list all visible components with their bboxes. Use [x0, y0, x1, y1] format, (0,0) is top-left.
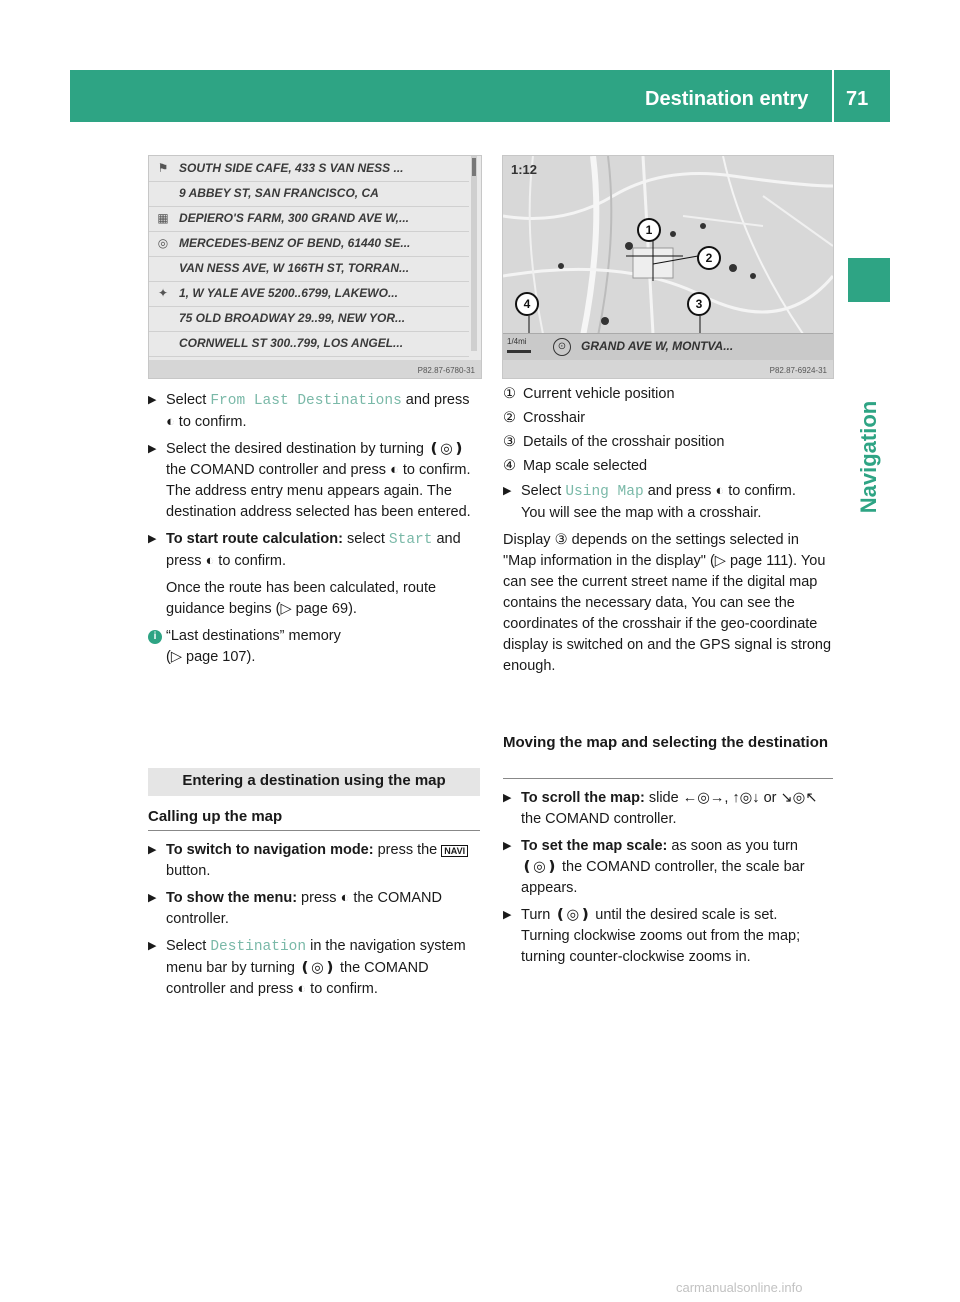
legend-item: ③ Details of the crosshair position [503, 434, 725, 450]
callout-2: 2 [697, 246, 721, 270]
list-item: 9 ABBEY ST, SAN FRANCISCO, CA [149, 181, 469, 207]
map-screenshot [502, 155, 834, 379]
subsection-title: Moving the map and selecting the destination [503, 734, 829, 751]
press-controller-icon: ◐ [715, 483, 725, 499]
menu-item-text: Using Map [565, 484, 644, 500]
target-icon: ◎ [157, 236, 169, 250]
instruction-step: ▶ To start route calculation: select Start and press ◐ to confirm. Once the route has been calculated, route guidance begins (▷ page 69). [148, 529, 482, 620]
step-note: Turning clockwise zooms out from the map; turning counter-clockwise zooms in. [521, 928, 801, 965]
instruction-step: ▶ Select From Last Destinations and press ◐ to confirm. [148, 392, 470, 430]
side-tab [848, 302, 890, 612]
footer-watermark: carmanualsonline.info [676, 1280, 803, 1295]
step-arrow-icon: ▶ [148, 940, 157, 952]
navi-key-icon: NAVI [441, 845, 468, 857]
map-street-name: GRAND AVE W, MONTVA... [581, 339, 734, 353]
turn-controller-icon: ❪◎❫ [427, 441, 465, 457]
right-column [503, 384, 833, 677]
list-item: ⚑ SOUTH SIDE CAFE, 433 S VAN NESS ... [149, 156, 469, 182]
page-number: 71 [846, 88, 869, 110]
page-title: Destination entry [645, 88, 809, 110]
info-icon: i [148, 630, 162, 644]
step-arrow-icon: ▶ [503, 792, 512, 804]
instruction-step: ▶ Select the desired destination by turning ❪◎❫ the COMAND controller and press ◐ to confirm. The address entry menu appears again. The destination address selected has been entered. [148, 439, 482, 523]
crosshair-icon: ✦ [157, 286, 169, 300]
instruction-step: ▶ To switch to navigation mode: press the NAVI button. [148, 840, 482, 882]
press-controller-icon: ◐ [390, 462, 399, 478]
menu-item-text: From Last Destinations [210, 393, 402, 409]
left-column-steps [148, 840, 482, 1006]
step-arrow-icon: ▶ [148, 892, 157, 904]
figure-reference: P82.87-6924-31 [769, 366, 827, 375]
figure-reference: P82.87-6780-31 [417, 366, 475, 375]
scale-bar [507, 350, 531, 353]
flag-icon: ⚑ [157, 161, 169, 175]
press-controller-icon: ◐ [205, 553, 215, 569]
list-item: ▦ DEPIERO'S FARM, 300 GRAND AVE W,... [149, 206, 469, 232]
step-arrow-icon: ▶ [503, 909, 512, 921]
scrollbar [471, 156, 477, 351]
step-note: You will see the map with a crosshair. [521, 505, 762, 521]
step-arrow-icon: ▶ [503, 485, 512, 497]
map-scale: 1/4mi [507, 337, 527, 346]
step-arrow-icon: ▶ [148, 443, 157, 455]
legend-item: ① Current vehicle position [503, 386, 675, 402]
list-item: CORNWELL ST 300..799, LOS ANGEL... [149, 331, 469, 357]
instruction-step: ▶ To show the menu: press ◐ the COMAND controller. [148, 890, 442, 927]
divider [148, 830, 480, 831]
turn-controller-icon: ❪◎❫ [521, 859, 558, 875]
instruction-step: ▶ Turn ❪◎❫ until the desired scale is set. Turning clockwise zooms out from the map; turning counter-clockwise zooms in. [503, 905, 833, 968]
turn-controller-icon: ❪◎❫ [554, 907, 592, 923]
paragraph: Display ③ depends on the settings selected in "Map information in the display" (▷ page 111). You can see the current street name if the digital map contains the necessary data, You can see the coordinates of the crosshair if the geo-coordinate display is switched on and the GPS signal is strong enough. [503, 532, 832, 674]
callout-3: 3 [687, 292, 711, 316]
press-controller-icon: ◐ [340, 890, 350, 906]
step-arrow-icon: ▶ [148, 394, 157, 406]
list-item: 75 OLD BROADWAY 29..99, NEW YOR... [149, 306, 469, 332]
step-arrow-icon: ▶ [148, 533, 157, 545]
last-destinations-screenshot [148, 155, 482, 379]
divider [503, 778, 833, 779]
legend-item: ④ Map scale selected [503, 458, 648, 474]
instruction-step: ▶ To scroll the map: slide ←◎→, ↑◎↓ or ↘◎↖ the COMAND controller. [503, 790, 818, 827]
list-item: ◎ MERCEDES-BENZ OF BEND, 61440 SE... [149, 231, 469, 257]
step-arrow-icon: ▶ [503, 840, 512, 852]
callout-1: 1 [637, 218, 661, 242]
instruction-step: ▶ Select Destination in the navigation system menu bar by turning ❪◎❫ the COMAND controller and press ◐ to confirm. [148, 938, 466, 997]
section-title: Entering a destination using the map [182, 772, 446, 789]
left-column [148, 390, 482, 674]
menu-item-text: Destination [210, 939, 307, 955]
map-status-bar [503, 333, 833, 360]
menu-item-text: Start [388, 532, 433, 548]
scrollbar-thumb [472, 158, 476, 176]
press-controller-icon: ◐ [297, 981, 307, 997]
list-item: VAN NESS AVE, W 166TH ST, TORRAN... [149, 256, 469, 282]
press-controller-icon: ◐ [166, 414, 175, 430]
instruction-step: ▶ Select Using Map and press ◐ to confirm. You will see the map with a crosshair. [503, 481, 833, 524]
step-note: Once the route has been calculated, route guidance begins (▷ page 69). [166, 580, 437, 617]
step-note: The address entry menu appears again. The destination address selected has been entered. [166, 483, 471, 520]
map-time: 1:12 [511, 162, 538, 177]
callout-4: 4 [515, 292, 539, 316]
side-tab-label: Navigation [856, 400, 881, 514]
list-item: ✦ 1, W YALE AVE 5200..6799, LAKEWO... [149, 281, 469, 307]
step-arrow-icon: ▶ [148, 844, 157, 856]
instruction-step: ▶ To set the map scale: as soon as you turn ❪◎❫ the COMAND controller, the scale bar appears. [503, 838, 805, 896]
info-note: i “Last destinations” memory (▷ page 107). [148, 626, 482, 668]
header-divider [832, 70, 834, 122]
legend-item: ② Crosshair [503, 410, 586, 426]
right-column-steps [503, 788, 833, 974]
building-icon: ▦ [157, 211, 169, 225]
turn-controller-icon: ❪◎❫ [299, 960, 336, 976]
compass-icon: ⊙ [553, 338, 571, 356]
side-tab-marker [848, 258, 890, 302]
subsection-title: Calling up the map [148, 808, 283, 825]
